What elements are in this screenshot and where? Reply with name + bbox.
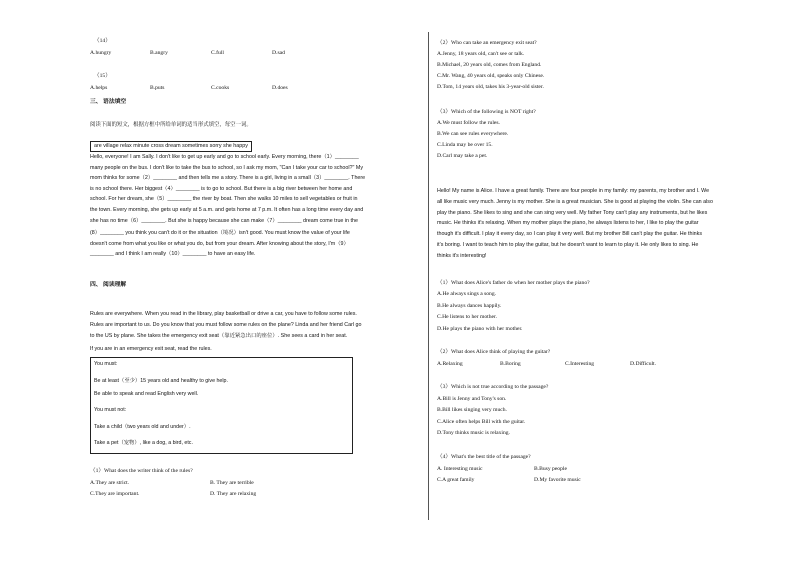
reading-line: If you are in an emergency exit seat, read the rules. [90,346,212,353]
reading-q1-question: （1）What does the writer think of the rules? [90,468,193,474]
cloze-passage [90,152,420,260]
option: C.cooks [211,85,230,91]
option: C.Mr. Wang, 40 years old, speaks only Chinese. [437,73,545,79]
passage2-q2-question: （2）What does Alice think of playing the guitar? [437,349,551,355]
rules-line: Take a child（two years old and under）. [94,424,191,430]
cloze-line: school. For her dream, she（5）________ the river by boat. Then she walks 10 miles to sell vegetables or fruit in [90,196,358,203]
option: C.They are important. [90,491,140,497]
question-14-number: （14） [94,38,111,44]
section-3-title: 三、 语法填空 [90,99,127,105]
option: C.A great family [437,477,475,483]
option: C.Interesting [565,361,595,367]
question-15-number: （15） [94,73,111,79]
option: B.Busy people [534,466,567,472]
option: D.He plays the piano with her mother. [437,326,523,332]
option: D.Tony thinks music is relaxing. [437,430,510,436]
option: A.Relaxing [437,361,463,367]
rules-line: You must not: [94,407,127,413]
option: D.Tom, 14 years old, takes his 3-year-old sister. [437,84,544,90]
cloze-line: the town. Every morning, she gets up early at 5 a.m. and gets home at 7 p.m. It often has a long time every day and [90,206,364,213]
reading-line: though it's difficult. I play it every day, so I can play it very well. But my brother Bill can't play the guitar. He thinks [437,231,702,238]
cloze-line: mom thinks for some（2）________ and then tells me a story. There is a girl, living in a small（3）________. There [90,175,366,182]
option: C.full [211,50,224,56]
reading-line: music. He thinks it's relaxing. When my mother plays the piano, he always listens to her, I like to play the guitar [437,220,699,227]
reading-q2-question: （2）Who can take an emergency exit seat? [437,40,537,46]
option: C.Linda may be over 15. [437,142,493,148]
reading-line: all like music very much. Jenny is my mother. She is a great musician. She is good at playing the violin. She can also [437,198,713,205]
section-3-instructions: 阅读下面的短文，根据方框中所给单词的适当形式填空，每空一词。 [90,122,252,128]
reading-line: thinks it's interesting! [437,252,487,259]
option: A.They are strict. [90,480,130,486]
option: D.sad [272,50,285,56]
option: B.Boring [500,361,521,367]
word-bank: are village relax minute cross dream sometimes sorry she happy [90,141,252,152]
option: B.Michael, 20 years old, comes from England. [437,62,542,68]
question-15-options [90,84,416,92]
cloze-line: doesn't come from what you like or what you do, but from your dream. After knowing about the story, I'm（9） [90,240,349,247]
option: B.We can see rules everywhere. [437,131,509,137]
rules-line: Take a pet（宠物）, like a dog, a bird, etc. [94,440,193,446]
cloze-line: is no school there. Her biggest（4）________ is to go to school. But there is a big river between her home and [90,185,353,192]
rules-line: Be able to speak and read English very well. [94,391,199,397]
option: D.My favorite music [534,477,581,483]
option: A.Jenny, 18 years old, can't see or talk. [437,51,525,57]
reading-line: Hello! My name is Alice. I have a great family. There are four people in my family: my parents, my brother and I. We [437,188,710,194]
cloze-line: (8）________ you think you can't do it or the situation（境况）isn't good. You must know the value of your life [90,230,350,237]
reading-line: to the US by plane. She takes the emergency exit seat（靠近紧急出口的座位）. She sees a card in her seat. [90,332,348,339]
rules-line: You must: [94,361,118,367]
rules-line: Be at least（至少）15 years old and healthy to give help. [94,378,228,384]
option: B.angry [150,50,168,56]
column-divider [428,32,429,520]
option: A.He always sings a song. [437,291,497,297]
option: D.does [272,85,288,91]
option: A.Bill is Jenny and Tony's son. [437,396,507,402]
reading-line: play the piano. She likes to sing and she can sing very well. My father Tony can't play any instruments, but he likes [437,209,708,216]
cloze-line: many people on the bus. I don't like to take the bus to school, so I ask my mom, "Can I take your car to school?" My [90,164,364,171]
option: B. They are terrible [210,480,254,486]
reading-passage-1 [90,309,420,355]
cloze-line: she has no time（6）________. But she is happy because she can make（7）________ dream come true in the [90,217,358,224]
reading-passage-2 [437,186,769,262]
rules-box [90,357,353,454]
passage2-q1-question: （1）What does Alice's father do when her mother plays the piano? [437,280,590,286]
reading-line: it's boring. I want to teach him to play the guitar, but he doesn't want to learn to play it. He only likes to sing. He [437,241,699,248]
option: C.He listens to her mother. [437,314,497,320]
option: B.Bill likes singing very much. [437,407,507,413]
option: B.He always dances happily. [437,303,502,309]
option: A.hungry [90,50,112,56]
section-4-title: 四、 阅读理解 [90,282,127,288]
option: D. They are relaxing [210,491,257,497]
cloze-line: ________ and I think I am really（10）________ to have an easy life. [90,251,256,258]
option: D.Carl may take a pet. [437,153,488,159]
option: C.Alice often helps Bill with the guitar. [437,419,526,425]
option: A. Interesting music [437,466,483,472]
option: A.helps [90,85,108,91]
reading-line: Rules are everywhere. When you read in the library, play basketball or drive a car, you have to follow some rules. [90,311,357,317]
question-14-options [90,49,416,57]
option: A.We must follow the rules. [437,120,500,126]
option: B.puts [150,85,165,91]
cloze-line: Hello, everyone! I am Sally. I don't like to get up early and go to school early. Every morning, there（1）________ [90,154,359,160]
option: D.Difficult. [630,361,656,367]
passage2-q4-question: （4）What's the best title of the passage? [437,454,531,460]
passage2-q3-question: （3）Which is not true according to the passage? [437,384,549,390]
reading-q3-question: （3）Which of the following is NOT right? [437,109,536,115]
reading-line: Rules are important to us. Do you know that you must follow some rules on the plane? Linda and her friend Carl go [90,321,362,328]
